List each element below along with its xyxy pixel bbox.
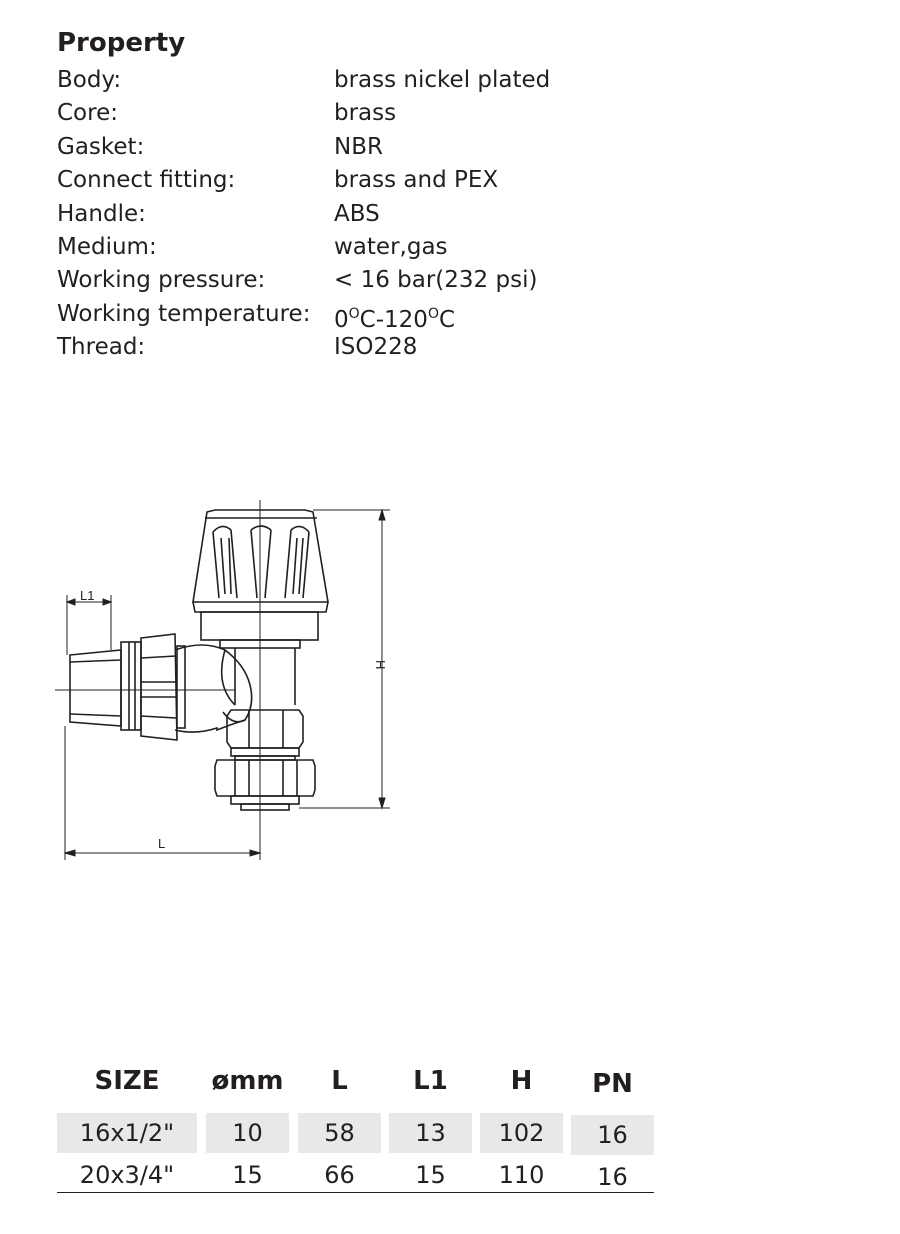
property-value: brass bbox=[334, 100, 397, 127]
cell-l: 58 bbox=[298, 1113, 381, 1153]
table-bottom-rule bbox=[57, 1192, 654, 1193]
header-diameter: ømm bbox=[211, 1066, 284, 1096]
cell-pn: 16 bbox=[571, 1115, 654, 1155]
property-value: brass and PEX bbox=[334, 167, 499, 194]
property-label: Working temperature: bbox=[57, 300, 311, 327]
temp-range-value: C-120 bbox=[359, 306, 428, 333]
property-value: water,gas bbox=[334, 233, 448, 260]
cell-l: 66 bbox=[324, 1161, 355, 1189]
property-value: ISO228 bbox=[334, 334, 418, 361]
cell-diameter: 10 bbox=[206, 1113, 289, 1153]
left-union-nut bbox=[121, 634, 185, 740]
header-l: L bbox=[331, 1066, 348, 1096]
degree-mark: O bbox=[348, 305, 360, 322]
dimension-l1 bbox=[67, 595, 111, 655]
header-size: SIZE bbox=[94, 1066, 160, 1096]
cell-l1: 15 bbox=[415, 1161, 446, 1189]
size-spec-table bbox=[57, 1062, 654, 1194]
dimension-h bbox=[299, 510, 390, 808]
cell-h: 102 bbox=[480, 1113, 563, 1153]
cell-size: 16x1/2" bbox=[57, 1113, 197, 1153]
temp-unit: C bbox=[438, 306, 456, 333]
cell-size: 20x3/4" bbox=[79, 1161, 175, 1189]
cell-diameter: 15 bbox=[232, 1161, 263, 1189]
property-heading: Property bbox=[57, 28, 186, 58]
property-value: ABS bbox=[334, 200, 380, 227]
dimension-l-label: L bbox=[158, 836, 166, 851]
cell-h: 110 bbox=[498, 1161, 545, 1189]
dimension-l1-label: L1 bbox=[80, 588, 95, 603]
property-value: < 16 bar(232 psi) bbox=[334, 267, 538, 294]
property-label: Gasket: bbox=[57, 133, 145, 160]
cell-pn: 16 bbox=[597, 1163, 628, 1191]
temp-min-value: 0 bbox=[334, 306, 349, 333]
table-row bbox=[57, 1110, 654, 1152]
property-label: Thread: bbox=[57, 334, 146, 361]
header-pn: PN bbox=[592, 1069, 633, 1099]
header-h: H bbox=[510, 1066, 533, 1096]
property-value: brass nickel plated bbox=[334, 67, 551, 93]
cell-l1: 13 bbox=[389, 1113, 472, 1153]
left-thread bbox=[70, 650, 121, 726]
degree-mark: O bbox=[427, 305, 439, 322]
property-label: Working pressure: bbox=[57, 267, 266, 294]
table-header-row bbox=[57, 1062, 654, 1110]
property-label: Body: bbox=[57, 67, 122, 93]
valve-body bbox=[175, 645, 252, 732]
property-label: Handle: bbox=[57, 200, 146, 227]
property-label: Medium: bbox=[57, 233, 157, 260]
dimension-h-label: H bbox=[373, 660, 388, 670]
property-label: Connect fitting: bbox=[57, 167, 236, 194]
property-label: Core: bbox=[57, 100, 118, 127]
property-value: NBR bbox=[334, 133, 383, 160]
header-l1: L1 bbox=[413, 1066, 448, 1096]
valve-technical-drawing bbox=[45, 490, 405, 870]
table-row bbox=[57, 1152, 654, 1194]
